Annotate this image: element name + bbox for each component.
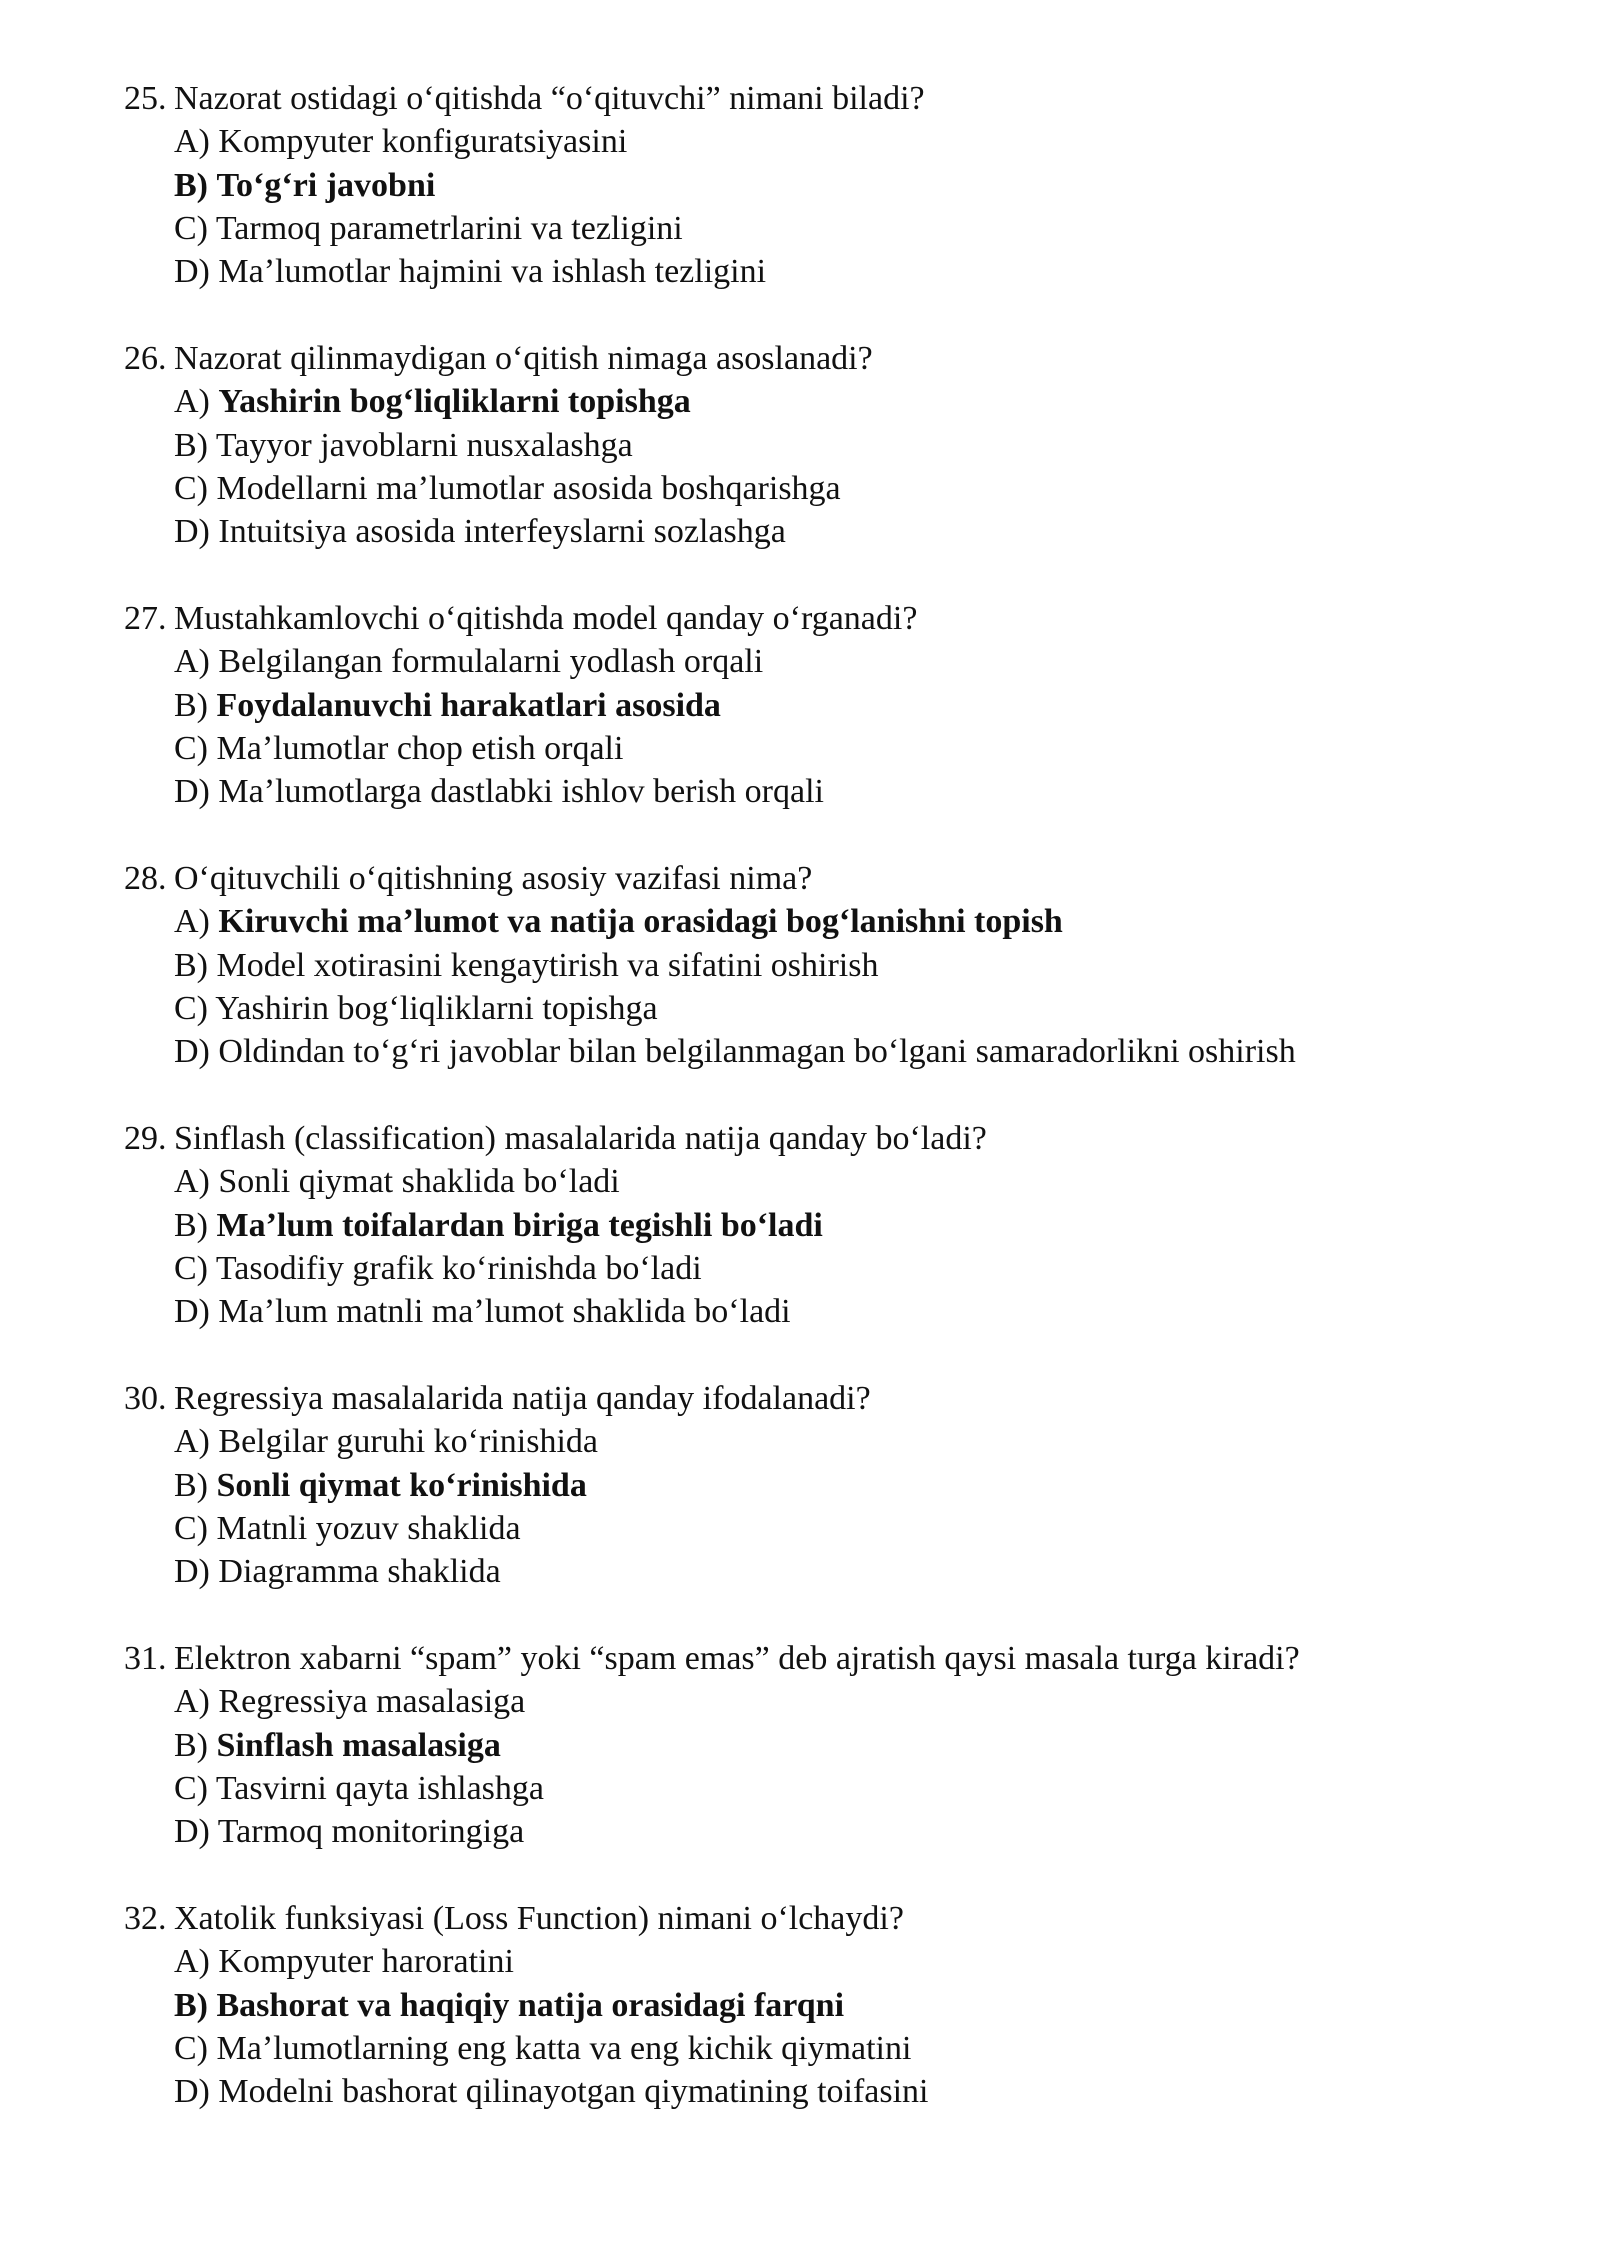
option-c: [124, 1247, 1564, 1290]
question-31: [124, 1637, 1564, 1853]
option-a: [124, 640, 1564, 683]
option-text: Kiruvchi maʼlumot va natija orasidagi bogʻlanishni topish: [218, 903, 1063, 941]
question-number: 28.: [124, 860, 167, 897]
answer-options: [124, 380, 1564, 553]
option-letter: C): [174, 209, 208, 247]
question-number: 25.: [124, 80, 167, 117]
option-b-correct: [124, 1984, 1564, 2027]
option-text: Tarmoq parametrlarini va tezligini: [215, 209, 683, 247]
option-letter: B): [174, 426, 208, 464]
option-letter: A): [174, 123, 210, 161]
option-letter: B): [174, 1466, 208, 1504]
option-a-correct: [124, 900, 1564, 943]
question-stem: [124, 857, 1564, 900]
option-b-correct: [124, 1204, 1564, 1247]
question-text: Regressiya masalalarida natija qanday ifodalanadi?: [174, 1380, 871, 1417]
option-text: Maʼlum matnli maʼlumot shaklida boʻladi: [218, 1293, 791, 1331]
option-c: [124, 2027, 1564, 2070]
option-letter: B): [174, 1726, 208, 1764]
option-d: [124, 1290, 1564, 1333]
question-stem: [124, 77, 1564, 120]
question-text: Nazorat qilinmaydigan oʻqitish nimaga asoslanadi?: [174, 340, 873, 377]
question-text: Xatolik funksiyasi (Loss Function) nimani oʻlchaydi?: [174, 1900, 904, 1937]
option-text: Oldindan toʻgʻri javoblar bilan belgilanmagan boʻlgani samaradorlikni oshirish: [218, 1033, 1296, 1071]
option-text: Maʼlum toifalardan biriga tegishli boʻladi: [216, 1206, 823, 1244]
question-32: [124, 1897, 1564, 2113]
option-text: Tayyor javoblarni nusxalashga: [215, 426, 633, 464]
question-number: 32.: [124, 1900, 167, 1937]
option-a: [124, 120, 1564, 163]
question-text: Oʻqituvchili oʻqitishning asosiy vazifasi nima?: [174, 860, 813, 897]
option-letter: A): [174, 643, 210, 681]
question-stem: [124, 597, 1564, 640]
question-27: [124, 597, 1564, 813]
option-letter: A): [174, 903, 210, 941]
option-letter: A): [174, 383, 210, 421]
option-letter: A): [174, 1683, 210, 1721]
question-number: 29.: [124, 1120, 167, 1157]
option-letter: A): [174, 1943, 210, 1981]
answer-options: [124, 1420, 1564, 1593]
option-b-correct: [124, 684, 1564, 727]
answer-options: [124, 1160, 1564, 1333]
option-text: Sinflash masalasiga: [216, 1726, 501, 1764]
answer-options: [124, 640, 1564, 813]
question-number: 27.: [124, 600, 167, 637]
question-number: 30.: [124, 1380, 167, 1417]
option-text: Tasodifiy grafik koʻrinishda boʻladi: [215, 1249, 702, 1287]
question-29: [124, 1117, 1564, 1333]
option-text: Belgilar guruhi koʻrinishida: [218, 1423, 598, 1461]
question-26: [124, 337, 1564, 553]
option-d: [124, 770, 1564, 813]
option-letter: C): [174, 989, 208, 1027]
option-letter: B): [174, 166, 208, 204]
question-25: [124, 77, 1564, 293]
answer-options: [124, 1680, 1564, 1853]
option-letter: C): [174, 1769, 208, 1807]
option-text: Yashirin bogʻliqliklarni topishga: [215, 989, 658, 1027]
option-d: [124, 1550, 1564, 1593]
option-text: Toʻgʻri javobni: [216, 166, 436, 204]
option-a: [124, 1680, 1564, 1723]
option-text: Modellarni maʼlumotlar asosida boshqarishga: [216, 469, 841, 507]
question-text: Elektron xabarni “spam” yoki “spam emas” deb ajratish qaysi masala turga kiradi?: [174, 1640, 1300, 1677]
option-letter: D): [174, 2073, 210, 2111]
option-text: Maʼlumotlarning eng katta va eng kichik qiymatini: [216, 2029, 912, 2067]
option-text: Foydalanuvchi harakatlari asosida: [216, 686, 721, 724]
question-stem: [124, 1377, 1564, 1420]
question-stem: [124, 1117, 1564, 1160]
question-stem: [124, 1637, 1564, 1680]
option-c: [124, 727, 1564, 770]
option-a: [124, 1420, 1564, 1463]
option-d: [124, 1030, 1564, 1073]
option-text: Tasvirni qayta ishlashga: [215, 1769, 544, 1807]
option-text: Kompyuter haroratini: [218, 1943, 514, 1981]
option-c: [124, 987, 1564, 1030]
option-text: Sonli qiymat koʻrinishida: [216, 1466, 587, 1504]
option-b-correct: [124, 1464, 1564, 1507]
option-text: Maʼlumotlar hajmini va ishlash tezligini: [218, 253, 767, 291]
option-letter: D): [174, 1553, 210, 1591]
question-text: Sinflash (classification) masalalarida natija qanday boʻladi?: [174, 1120, 987, 1157]
option-text: Matnli yozuv shaklida: [216, 1509, 521, 1547]
option-text: Regressiya masalasiga: [218, 1683, 526, 1721]
option-text: Belgilangan formulalarni yodlash orqali: [218, 643, 764, 681]
option-letter: C): [174, 1509, 208, 1547]
option-letter: A): [174, 1423, 210, 1461]
option-letter: B): [174, 686, 208, 724]
option-d: [124, 1810, 1564, 1853]
question-30: [124, 1377, 1564, 1593]
option-letter: C): [174, 469, 208, 507]
option-c: [124, 207, 1564, 250]
option-d: [124, 250, 1564, 293]
answer-options: [124, 1940, 1564, 2113]
option-letter: D): [174, 773, 210, 811]
option-text: Yashirin bogʻliqliklarni topishga: [218, 383, 691, 421]
option-letter: C): [174, 2029, 208, 2067]
option-b-correct: [124, 164, 1564, 207]
option-letter: C): [174, 1249, 208, 1287]
option-c: [124, 467, 1564, 510]
option-letter: B): [174, 946, 208, 984]
question-number: 26.: [124, 340, 167, 377]
option-a: [124, 1940, 1564, 1983]
question-stem: [124, 1897, 1564, 1940]
option-letter: C): [174, 729, 208, 767]
question-stem: [124, 337, 1564, 380]
question-number: 31.: [124, 1640, 167, 1677]
option-letter: B): [174, 1206, 208, 1244]
option-letter: D): [174, 513, 210, 551]
option-text: Maʼlumotlarga dastlabki ishlov berish orqali: [218, 773, 824, 811]
answer-options: [124, 900, 1564, 1073]
option-text: Kompyuter konfiguratsiyasini: [218, 123, 628, 161]
option-letter: D): [174, 253, 210, 291]
option-text: Tarmoq monitoringiga: [217, 1813, 525, 1851]
option-d: [124, 510, 1564, 553]
question-text: Nazorat ostidagi oʻqitishda “oʻqituvchi” nimani biladi?: [174, 80, 925, 117]
option-text: Sonli qiymat shaklida boʻladi: [218, 1163, 620, 1201]
option-a-correct: [124, 380, 1564, 423]
question-28: [124, 857, 1564, 1073]
answer-options: [124, 120, 1564, 293]
option-letter: A): [174, 1163, 210, 1201]
option-a: [124, 1160, 1564, 1203]
option-b-correct: [124, 1724, 1564, 1767]
option-letter: B): [174, 1986, 208, 2024]
option-letter: D): [174, 1033, 210, 1071]
option-text: Maʼlumotlar chop etish orqali: [216, 729, 624, 767]
option-c: [124, 1767, 1564, 1810]
option-c: [124, 1507, 1564, 1550]
option-text: Model xotirasini kengaytirish va sifatini oshirish: [216, 946, 879, 984]
option-b: [124, 424, 1564, 467]
option-letter: D): [174, 1293, 210, 1331]
option-text: Modelni bashorat qilinayotgan qiymatining toifasini: [218, 2073, 929, 2111]
option-b: [124, 944, 1564, 987]
question-text: Mustahkamlovchi oʻqitishda model qanday oʻrganadi?: [174, 600, 918, 637]
option-text: Intuitsiya asosida interfeyslarni sozlashga: [218, 513, 786, 551]
option-d: [124, 2070, 1564, 2113]
option-text: Diagramma shaklida: [218, 1553, 501, 1591]
option-text: Bashorat va haqiqiy natija orasidagi farqni: [216, 1986, 845, 2024]
option-letter: D): [174, 1813, 210, 1851]
